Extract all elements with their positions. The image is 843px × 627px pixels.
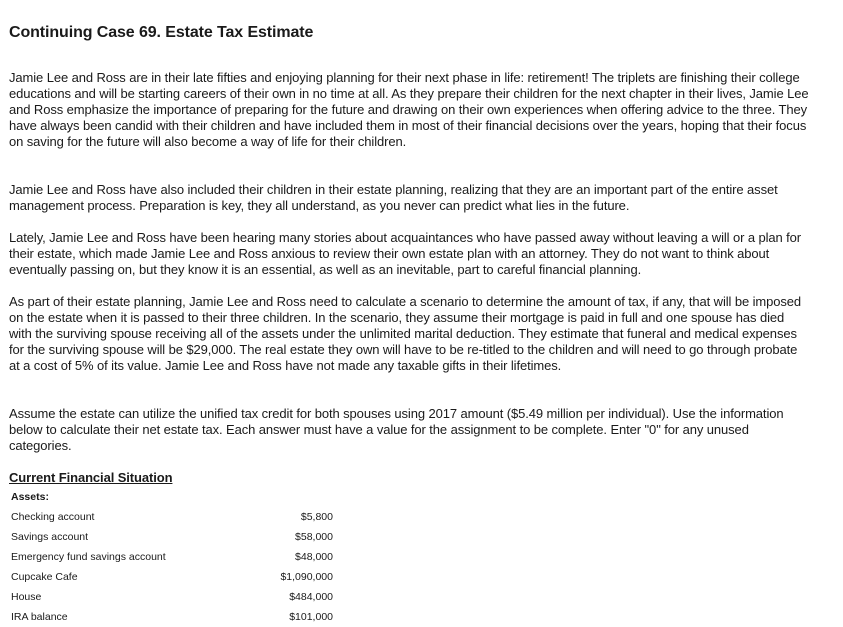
asset-value: $1,090,000 xyxy=(280,571,333,583)
table-row xyxy=(9,587,333,607)
section-title: Current Financial Situation xyxy=(9,470,173,485)
asset-value: $484,000 xyxy=(289,591,333,603)
assets-heading: Assets: xyxy=(11,491,49,503)
table-row xyxy=(9,607,333,627)
paragraph-instructions: Assume the estate can utilize the unified tax credit for both spouses using 2017 amount ($5.49 million per individual). Use the information below to calculate their net estate tax. Each answer must have a value for the assignment to be complete. Enter "0" for any unused categories. xyxy=(9,406,784,453)
paragraph-scenario: As part of their estate planning, Jamie Lee and Ross need to calculate a scenario to determine the amount of tax, if any, that will be imposed on the estate when it is passed to their three children. In the scenario, they assume their mortgage is paid in full and one spouse has died with the surviving spouse receiving all of the assets under the unlimited marital deduction. They estimate that funeral and medical expenses for the surviving spouse will be $29,000. The real estate they own will have to be re-titled to the children and will need to go through probate at a cost of 5% of its value. Jamie Lee and Ross have not made any taxable gifts in their lifetimes. xyxy=(9,294,802,373)
table-row xyxy=(9,567,333,587)
asset-value: $48,000 xyxy=(295,551,333,563)
asset-value: $5,800 xyxy=(300,511,333,523)
paragraph-attorney-review: Lately, Jamie Lee and Ross have been hearing many stories about acquaintances who have passed away without leaving a will or a plan for their estate, which made Jamie Lee and Ross anxious to review their own estate plan with an attorney. They do not want to think about eventually passing on, but they know it is an essential, as well as an inevitable, part to careful financial planning. xyxy=(9,230,802,277)
asset-label: Cupcake Cafe xyxy=(11,571,78,583)
paragraph-intro: Jamie Lee and Ross are in their late fifties and enjoying planning for their next phase in life: retirement! The triplets are finishing their college educations and will be starting careers of their own in no time at all. As they prepare their children for the next chapter in their lives, Jamie Lee and Ross emphasize the importance of preparing for the future and drawing on their own experiences when offering advice to the three. They have always been candid with their children and have included them in most of their financial decisions over the years, hoping that their focus on saving for the future will also become a way of life for their children. xyxy=(9,70,809,149)
table-row xyxy=(9,507,333,527)
asset-label: House xyxy=(11,591,42,603)
asset-label: Checking account xyxy=(11,511,95,523)
asset-value: $58,000 xyxy=(295,531,333,543)
asset-label: Savings account xyxy=(11,531,89,543)
asset-label: Emergency fund savings account xyxy=(11,551,166,563)
asset-label: IRA balance xyxy=(11,611,68,623)
paragraph-estate-planning: Jamie Lee and Ross have also included their children in their estate planning, realizing that they are an important part of the entire asset management process. Preparation is key, they all understand, as you never can predict what lies in the future. xyxy=(9,182,778,213)
table-row xyxy=(9,547,333,567)
asset-value: $101,000 xyxy=(289,611,333,623)
page-title: Continuing Case 69. Estate Tax Estimate xyxy=(9,24,314,41)
table-row xyxy=(9,527,333,547)
assets-table xyxy=(9,507,333,627)
